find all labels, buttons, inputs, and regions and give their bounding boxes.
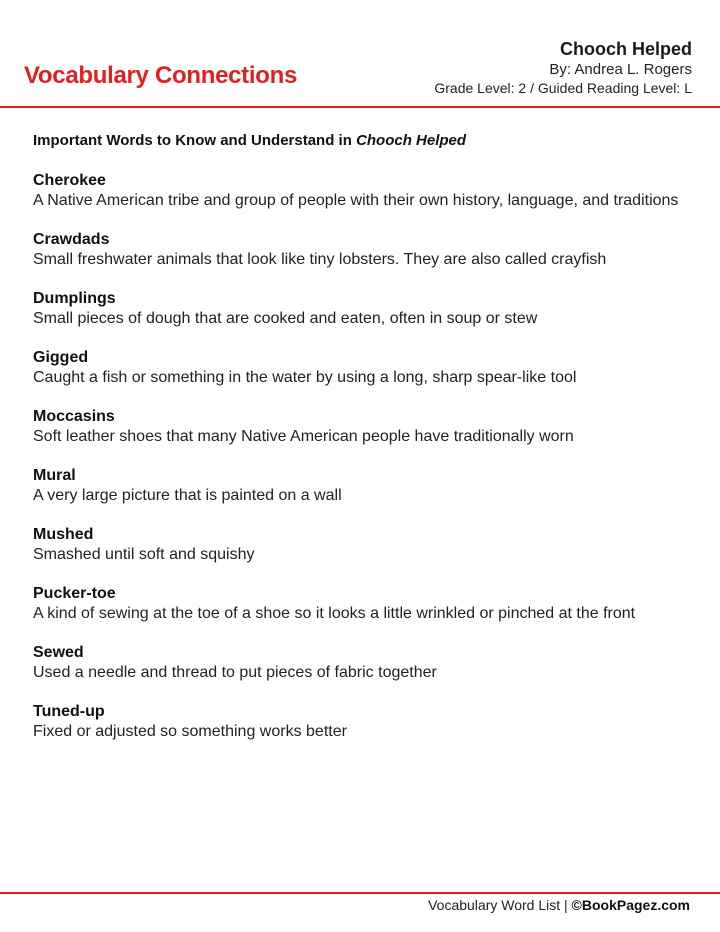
book-level: Grade Level: 2 / Guided Reading Level: L [434, 80, 692, 96]
vocab-word: Tuned-up [33, 703, 105, 720]
vocab-entry [33, 171, 683, 211]
section-title: Vocabulary Connections [24, 62, 298, 89]
vocab-word: Mushed [33, 526, 94, 543]
vocab-definition: Small freshwater animals that look like tiny lobsters. They are also called crayfish [33, 251, 607, 268]
footer-brand: ©BookPagez.com [571, 897, 690, 913]
vocab-entry [33, 348, 683, 388]
header-divider [0, 106, 720, 108]
vocab-entry [33, 584, 683, 624]
vocab-word: Dumplings [33, 290, 116, 307]
vocab-definition: Smashed until soft and squishy [33, 546, 255, 563]
intro-prefix: Important Words to Know and Understand in [33, 132, 357, 149]
vocab-word: Pucker-toe [33, 585, 116, 602]
vocab-definition: Small pieces of dough that are cooked and eaten, often in soup or stew [33, 310, 538, 327]
book-meta [434, 38, 692, 98]
vocab-word: Moccasins [33, 408, 115, 425]
vocab-definition: Used a needle and thread to put pieces of fabric together [33, 664, 437, 681]
vocab-definition: A kind of sewing at the toe of a shoe so it looks a little wrinkled or pinched at the front [33, 605, 636, 622]
vocab-entry [33, 230, 683, 270]
intro-book-title: Chooch Helped [356, 132, 467, 149]
vocab-entry [33, 525, 683, 565]
footer-divider [0, 892, 720, 894]
vocab-word: Mural [33, 467, 76, 484]
book-author: By: Andrea L. Rogers [549, 61, 692, 78]
vocab-entry [33, 289, 683, 329]
footer-label: Vocabulary Word List | [428, 897, 572, 913]
vocab-definition: A Native American tribe and group of people with their own history, language, and traditions [33, 192, 679, 209]
vocab-definition: A very large picture that is painted on a wall [33, 487, 342, 504]
page-footer [428, 897, 690, 913]
vocab-entry [33, 466, 683, 506]
vocab-word: Cherokee [33, 172, 106, 189]
page-header [0, 0, 720, 108]
vocab-word: Crawdads [33, 231, 110, 248]
vocab-definition: Soft leather shoes that many Native American people have traditionally worn [33, 428, 574, 445]
vocab-word: Gigged [33, 349, 89, 366]
vocab-word: Sewed [33, 644, 84, 661]
vocab-definition: Caught a fish or something in the water by using a long, sharp spear-like tool [33, 369, 577, 386]
vocabulary-list [33, 171, 683, 761]
book-title: Chooch Helped [559, 39, 692, 59]
intro-heading [33, 132, 693, 149]
vocab-definition: Fixed or adjusted so something works better [33, 723, 347, 740]
vocab-entry [33, 407, 683, 447]
vocab-entry [33, 702, 683, 742]
vocab-entry [33, 643, 683, 683]
